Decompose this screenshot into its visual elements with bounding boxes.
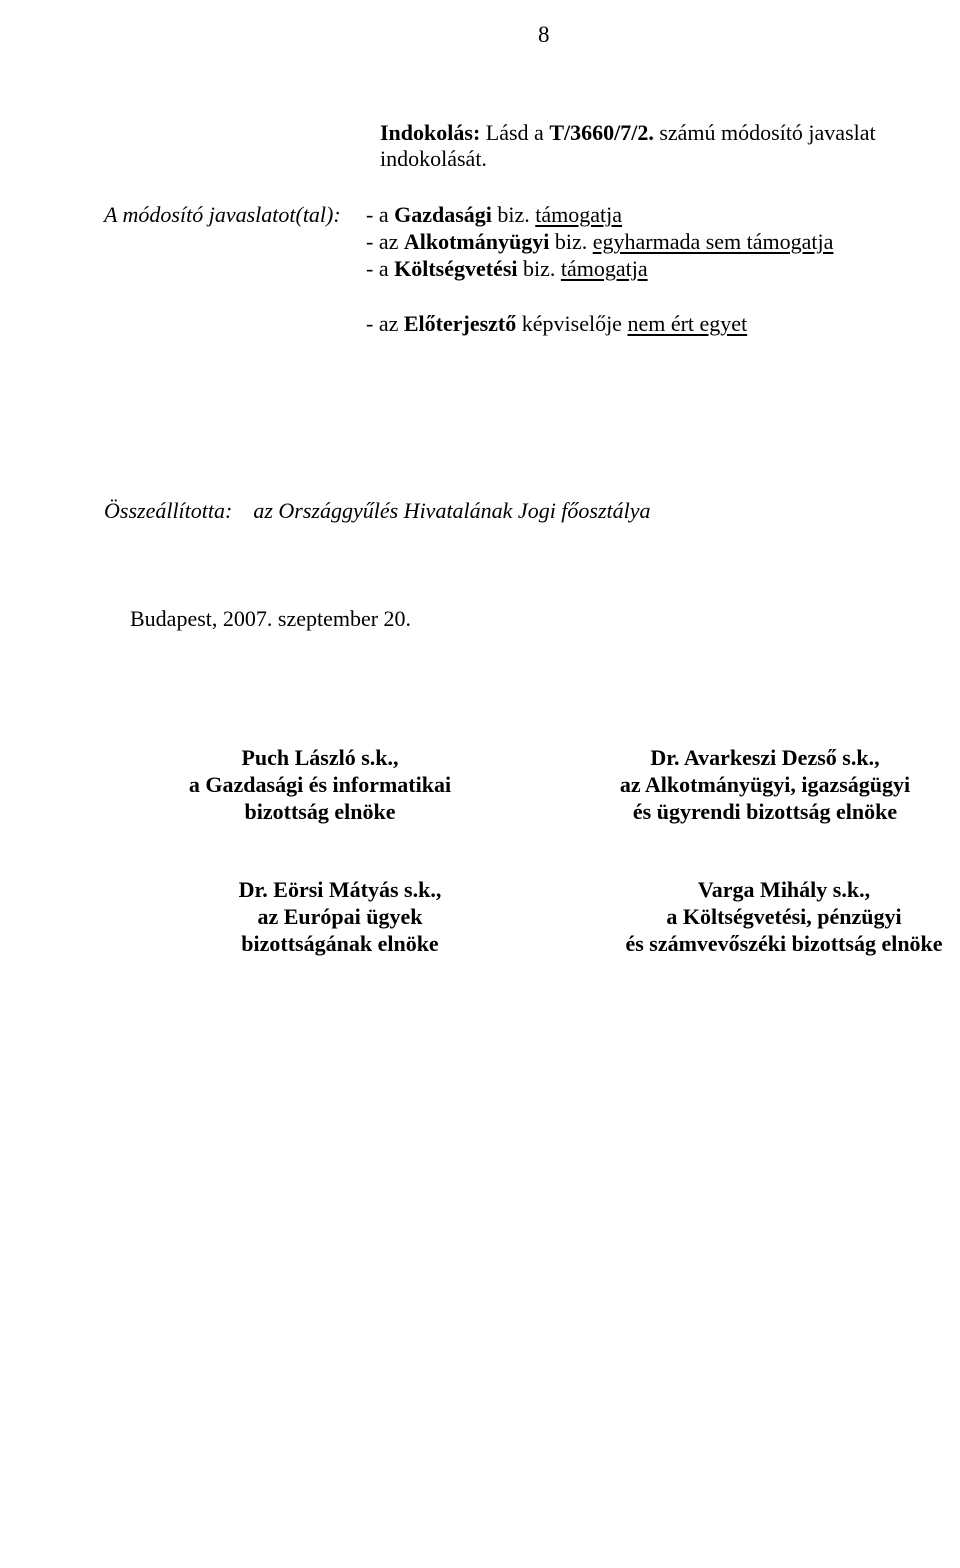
- signatory-title: és számvevőszéki bizottság elnöke: [625, 931, 943, 956]
- presenter-prefix: - az: [366, 311, 404, 336]
- signatory-block-avarkeszi: [590, 744, 940, 825]
- support-committee: Gazdasági: [394, 202, 492, 227]
- signatory-title: és ügyrendi bizottság elnöke: [632, 799, 898, 824]
- support-line-gazdasagi: [366, 202, 622, 228]
- reasoning-text-before: Lásd a: [480, 120, 550, 145]
- signatory-title: bizottság elnöke: [244, 799, 396, 824]
- support-prefix: - a: [366, 256, 395, 281]
- support-committee: Alkotmányügyi: [403, 229, 550, 254]
- signatory-name: Dr. Avarkeszi Dezső s.k.,: [650, 745, 880, 770]
- signatory-block-puch: [160, 744, 480, 825]
- page-number: 8: [538, 22, 550, 47]
- compiled-by-value: az Országgyűlés Hivatalának Jogi főosztálya: [253, 498, 651, 523]
- support-prefix: - az: [366, 229, 404, 254]
- support-status: egyharmada sem támogatja: [592, 229, 834, 254]
- support-line-alkotmanyugyi: [366, 229, 833, 255]
- compiled-by-label: Összeállította:: [104, 498, 233, 523]
- compiled-by-line: [104, 498, 651, 524]
- support-suffix: biz.: [517, 256, 561, 281]
- signatory-title: a Gazdasági és informatikai: [188, 772, 452, 797]
- signatory-block-varga: [612, 876, 956, 957]
- reasoning-text-after: számú módosító javaslat: [653, 120, 876, 145]
- support-committee: Költségvetési: [394, 256, 518, 281]
- reasoning-line-2: indokolását.: [380, 146, 487, 171]
- signatory-block-eorsi: [180, 876, 500, 957]
- reasoning-reference: T/3660/7/2.: [549, 120, 654, 145]
- support-prefix: - a: [366, 202, 395, 227]
- support-suffix: biz.: [549, 229, 593, 254]
- signatory-name: Puch László s.k.,: [241, 745, 399, 770]
- signatory-title: az Alkotmányügyi, igazságügyi: [619, 772, 911, 797]
- presenter-status: nem ért egyet: [627, 311, 748, 336]
- signatory-name: Dr. Eörsi Mátyás s.k.,: [238, 877, 442, 902]
- support-status: támogatja: [560, 256, 648, 281]
- presenter-suffix: képviselője: [516, 311, 628, 336]
- place-date: Budapest, 2007. szeptember 20.: [130, 606, 412, 631]
- reasoning-line-1: [380, 120, 876, 146]
- presenter-line: [366, 311, 747, 337]
- signatory-name: Varga Mihály s.k.,: [697, 877, 871, 902]
- signatory-title: az Európai ügyek: [257, 904, 423, 929]
- signatory-title: a Költségvetési, pénzügyi: [666, 904, 902, 929]
- support-line-koltsegvetesi: [366, 256, 648, 282]
- signatory-title: bizottságának elnöke: [241, 931, 439, 956]
- presenter-org: Előterjesztő: [403, 311, 517, 336]
- reasoning-label: Indokolás:: [380, 120, 481, 145]
- support-suffix: biz.: [491, 202, 536, 227]
- support-label: A módosító javaslatot(tal):: [104, 202, 341, 227]
- support-status: támogatja: [535, 202, 623, 227]
